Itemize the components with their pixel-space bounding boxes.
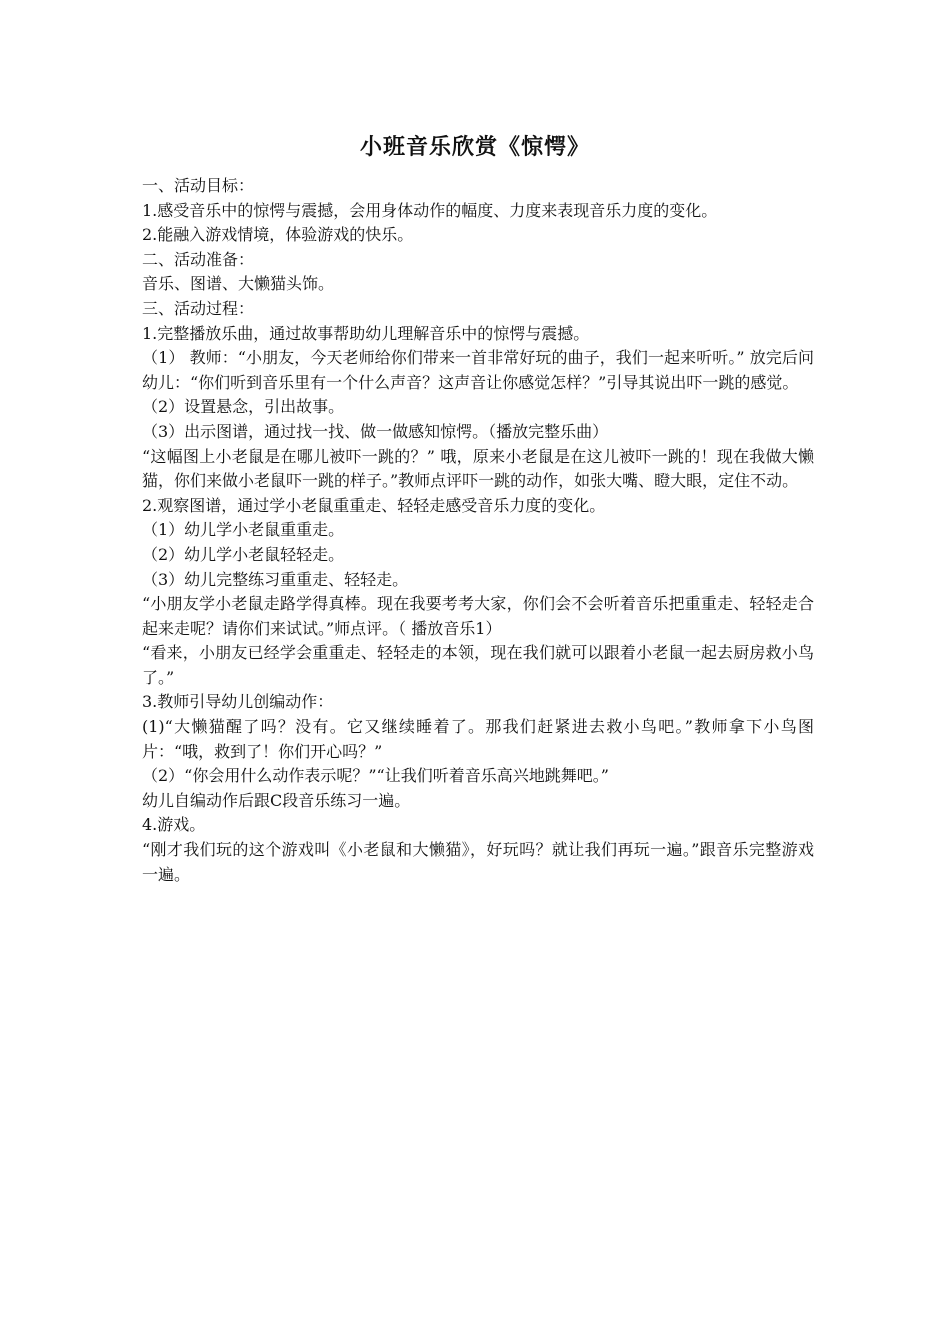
paragraph: 二、活动准备： bbox=[142, 249, 255, 269]
paragraph: （2）设置悬念，引出故事。 bbox=[142, 397, 345, 417]
paragraph: （3）幼儿完整练习重重走、轻轻走。 bbox=[142, 569, 409, 589]
paragraph: 2.观察图谱，通过学小老鼠重重走、轻轻走感受音乐力度的变化。 bbox=[142, 495, 606, 515]
paragraph: （3）出示图谱，通过找一找、做一做感知惊愕。（播放完整乐曲） bbox=[142, 421, 609, 441]
paragraph: 1.感受音乐中的惊愕与震撼，会用身体动作的幅度、力度来表现音乐力度的变化。 bbox=[142, 200, 718, 220]
paragraph: 3.教师引导幼儿创编动作： bbox=[142, 692, 334, 712]
paragraph: 音乐、图谱、大懒猫头饰。 bbox=[142, 274, 335, 294]
paragraph: （1）幼儿学小老鼠重重走。 bbox=[142, 520, 345, 540]
paragraph: 三、活动过程： bbox=[142, 298, 255, 318]
paragraph: 1.完整播放乐曲，通过故事帮助幼儿理解音乐中的惊愕与震撼。 bbox=[142, 323, 590, 343]
paragraph: “看来，小朋友已经学会重重走、轻轻走的本领，现在我们就可以跟着小老鼠一起去厨房救小鸟了。” bbox=[142, 643, 814, 687]
paragraph: (1)“大懒猫醒了吗？没有。它又继续睡着了。那我们赶紧进去救小鸟吧。”教师拿下小鸟图片：“哦，救到了！你们开心吗？” bbox=[142, 717, 814, 761]
paragraph: 2.能融入游戏情境，体验游戏的快乐。 bbox=[142, 225, 414, 245]
paragraph: （1） 教师：“小朋友，今天老师给你们带来一首非常好玩的曲子，我们一起来听听。” 放完后问幼儿：“你们听到音乐里有一个什么声音？这声音让你感觉怎样？”引导其说出吓一跳的感觉。 bbox=[142, 348, 814, 392]
paragraph: （2）幼儿学小老鼠轻轻走。 bbox=[142, 544, 345, 564]
paragraph: 4.游戏。 bbox=[142, 815, 206, 835]
paragraph: “刚才我们玩的这个游戏叫《小老鼠和大懒猫》，好玩吗？就让我们再玩一遍。”跟音乐完整游戏一遍。 bbox=[142, 840, 814, 884]
paragraph: 幼儿自编动作后跟C段音乐练习一遍。 bbox=[142, 790, 411, 810]
document-body bbox=[142, 174, 814, 887]
paragraph: “这幅图上小老鼠是在哪儿被吓一跳的？” 哦，原来小老鼠是在这儿被吓一跳的！现在我做大懒猫，你们来做小老鼠吓一跳的样子。”教师点评吓一跳的动作，如张大嘴、瞪大眼，定住不动。 bbox=[142, 446, 814, 491]
paragraph: （2）“你会用什么动作表示呢？”“让我们听着音乐高兴地跳舞吧。” bbox=[142, 766, 609, 786]
paragraph: “小朋友学小老鼠走路学得真棒。现在我要考考大家，你们会不会听着音乐把重重走、轻轻走合起来走呢？请你们来试试。”师点评。（ 播放音乐1） bbox=[142, 594, 814, 638]
paragraph: 一、活动目标： bbox=[142, 176, 255, 195]
document-title: 小班音乐欣赏《惊愕》 bbox=[359, 134, 590, 160]
